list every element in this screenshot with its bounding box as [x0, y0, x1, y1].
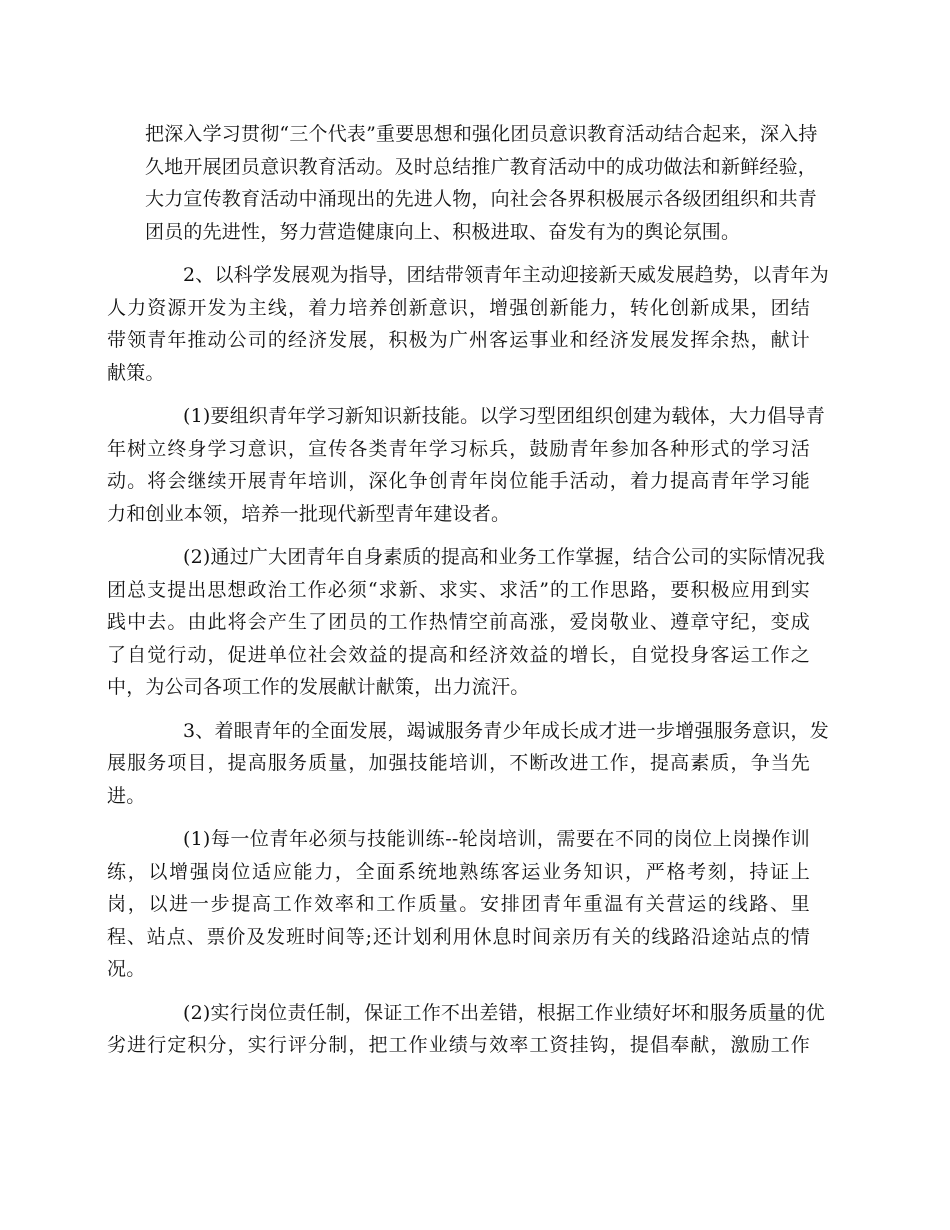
text-line: 进。	[107, 784, 146, 807]
text-line: 久地开展团员意识教育活动。及时总结推广教育活动中的成功做法和新鲜经验，	[145, 155, 818, 178]
paragraph-4	[107, 541, 825, 704]
text-line: 团总支提出思想政治工作必须“求新、求实、求活”的工作思路，要积极应用到实	[107, 578, 810, 601]
text-line: 中，为公司各项工作的发展献计献策，出力流汗。	[107, 676, 530, 698]
text-line: 岗，以进一步提高工作效率和工作质量。安排团青年重温有关营运的线路、里	[107, 893, 810, 915]
paragraph-5	[107, 715, 829, 813]
text-line: 况。	[107, 958, 146, 980]
text-line: 劣进行定积分，实行评分制，把工作业绩与效率工资挂钩，提倡奉献，激励工作	[107, 1034, 810, 1056]
paragraph-7	[107, 997, 825, 1062]
text-line: 3、着眼青年的全面发展，竭诚服务青少年成长成才进一步增强服务意识，发	[183, 719, 829, 742]
text-line: 带领青年推动公司的经济发展，积极为广州客运事业和经济发展发挥余热，献计	[107, 329, 810, 351]
text-line: (1)要组织青年学习新知识新技能。以学习型团组织创建为载体，大力倡导青	[183, 405, 825, 427]
text-line: 练，以增强岗位适应能力，全面系统地熟练客运业务知识，严格考刻，持证上	[107, 860, 810, 883]
text-line: 团员的先进性，努力营造健康向上、积极进取、奋发有为的舆论氛围。	[145, 220, 741, 243]
paragraph-1	[145, 118, 818, 248]
text-line: 展服务项目，提高服务质量，加强技能培训，不断改进工作，提高素质，争当先	[107, 752, 810, 774]
text-line: 人力资源开发为主线，着力培养创新意识，增强创新能力，转化创新成果，团结	[107, 296, 810, 319]
text-line: 力和创业本领，培养一批现代新型青年建设者。	[107, 502, 511, 525]
text-line: 把深入学习贯彻“三个代表”重要思想和强化团员意识教育活动结合起来，深入持	[145, 123, 818, 145]
text-line: 大力宣传教育活动中涌现出的先进人物，向社会各界积极展示各级团组织和共青	[145, 188, 818, 210]
text-line: 践中去。由此将会产生了团员的工作热情空前高涨，爱岗敬业、遵章守纪，变成	[107, 611, 810, 633]
text-line: (2)实行岗位责任制，保证工作不出差错，根据工作业绩好坏和服务质量的优	[183, 1001, 825, 1024]
paragraph-6	[107, 823, 810, 986]
text-line: 程、站点、票价及发班时间等;还计划利用休息时间亲历有关的线路沿途站点的情	[107, 925, 810, 948]
paragraph-2	[107, 259, 829, 389]
document-body	[107, 118, 829, 1062]
text-line: 动。将会继续开展青年培训，深化争创青年岗位能手活动，着力提高青年学习能	[107, 470, 810, 492]
text-line: 了自觉行动，促进单位社会效益的提高和经济效益的增长，自觉投身客运工作之	[107, 643, 810, 666]
text-line: 年树立终身学习意识，宣传各类青年学习标兵，鼓励青年参加各种形式的学习活	[107, 437, 810, 460]
paragraph-3	[107, 400, 825, 530]
text-line: 献策。	[107, 361, 165, 384]
text-line: (2)通过广大团青年自身素质的提高和业务工作掌握，结合公司的实际情况我	[183, 546, 825, 568]
text-line: (1)每一位青年必须与技能训练--轮岗培训，需要在不同的岗位上岗操作训	[183, 828, 810, 850]
text-line: 2、以科学发展观为指导，团结带领青年主动迎接新天威发展趋势，以青年为	[183, 264, 829, 286]
